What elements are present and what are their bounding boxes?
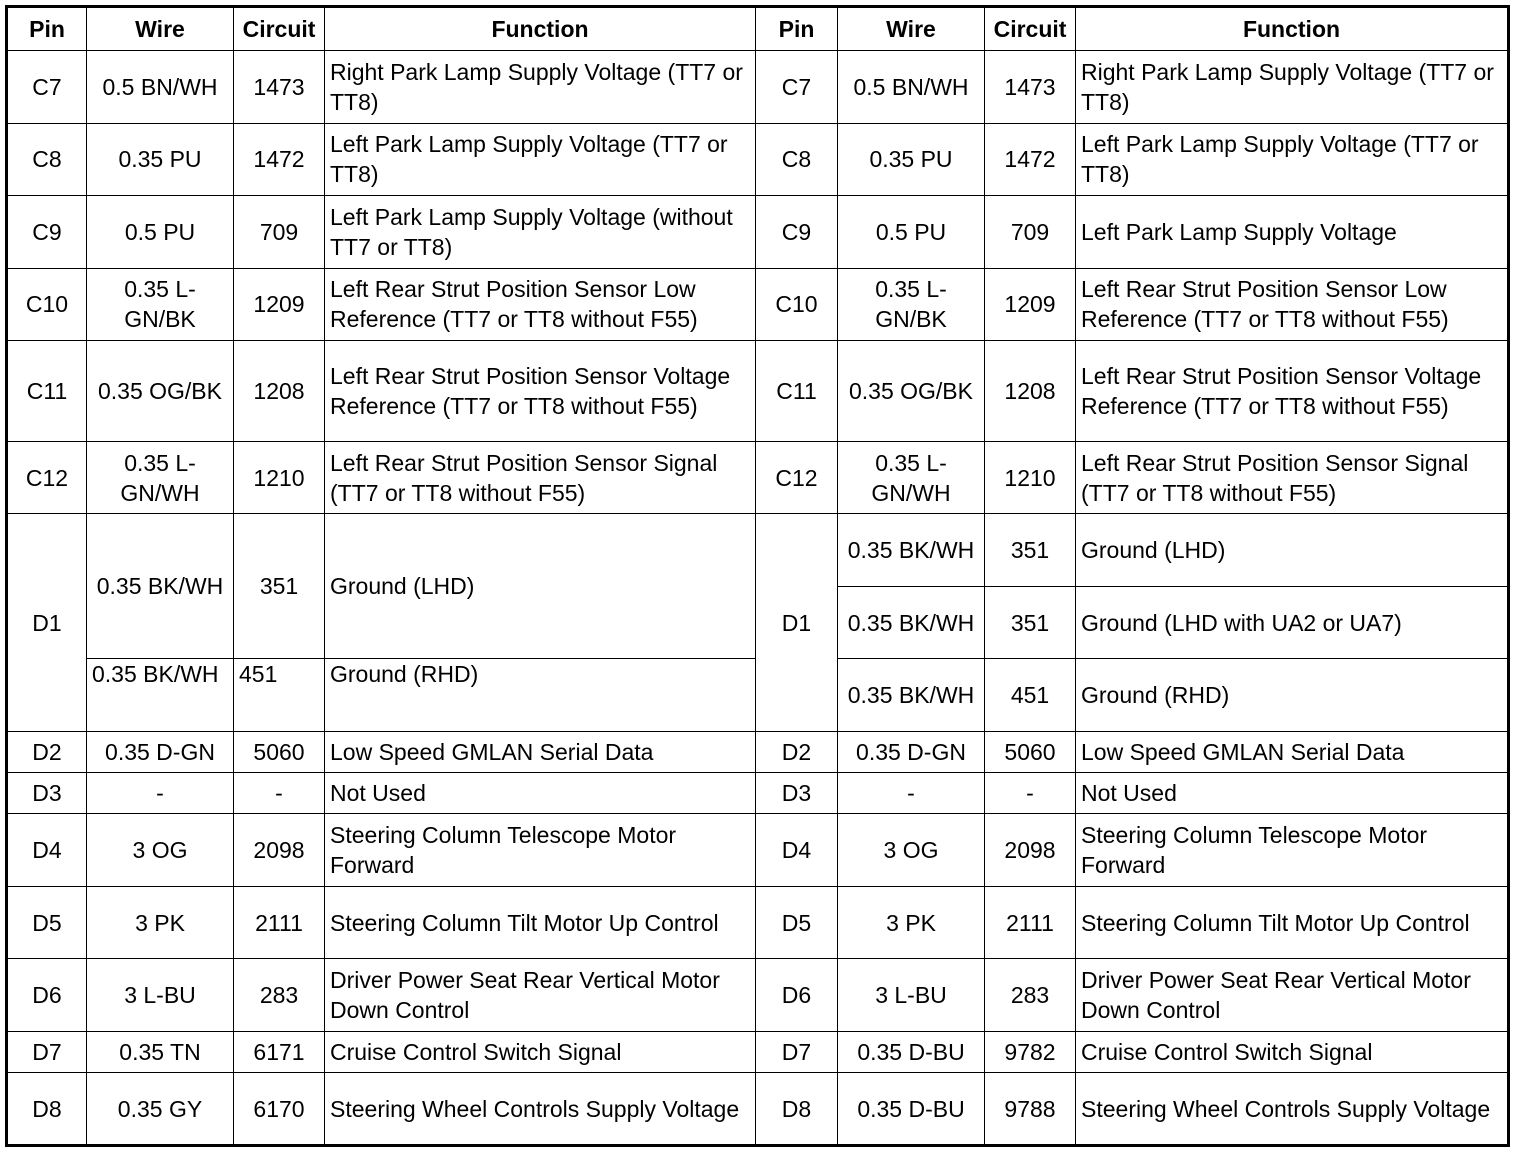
table-row-c11: [7, 341, 1509, 442]
circuit-cell: 2111: [234, 886, 325, 959]
circuit-cell: 5060: [234, 731, 325, 772]
wire-cell: 0.35 BK/WH: [87, 659, 234, 732]
function-cell: Cruise Control Switch Signal: [1076, 1032, 1509, 1073]
function-cell: Steering Column Telescope Motor Forward: [325, 814, 756, 887]
table-row-d4: [7, 814, 1509, 887]
table-row-d6: [7, 959, 1509, 1032]
function-cell: Steering Column Tilt Motor Up Control: [1076, 886, 1509, 959]
function-cell: Left Rear Strut Position Sensor Voltage Reference (TT7 or TT8 without F55): [325, 341, 756, 442]
pin-table: [5, 5, 1510, 1147]
pin-cell: C11: [7, 341, 87, 442]
circuit-cell: 709: [234, 196, 325, 269]
pin-cell: D2: [7, 731, 87, 772]
wire-cell: -: [838, 773, 985, 814]
pin-cell: D4: [7, 814, 87, 887]
function-cell: Not Used: [325, 773, 756, 814]
pin-cell: C7: [7, 51, 87, 124]
pin-cell: D5: [756, 886, 838, 959]
pin-cell: D8: [756, 1073, 838, 1146]
table-row-c12: [7, 441, 1509, 514]
wire-cell: 0.5 BN/WH: [838, 51, 985, 124]
header-pin-left: Pin: [7, 7, 87, 51]
circuit-cell: 1472: [985, 123, 1076, 196]
function-cell: Cruise Control Switch Signal: [325, 1032, 756, 1073]
wire-cell: 3 L-BU: [87, 959, 234, 1032]
function-cell: Not Used: [1076, 773, 1509, 814]
function-cell: Ground (LHD with UA2 or UA7): [1076, 586, 1509, 659]
wire-cell: -: [87, 773, 234, 814]
circuit-cell: 351: [985, 514, 1076, 587]
pin-cell: C7: [756, 51, 838, 124]
wire-cell: 0.35 D-BU: [838, 1073, 985, 1146]
header-function-right: Function: [1076, 7, 1509, 51]
circuit-cell: 9788: [985, 1073, 1076, 1146]
circuit-cell: 1472: [234, 123, 325, 196]
pin-cell: D7: [756, 1032, 838, 1073]
table-row-c9: [7, 196, 1509, 269]
wire-cell: 3 OG: [838, 814, 985, 887]
circuit-cell: 351: [985, 586, 1076, 659]
wire-cell: 0.35 GY: [87, 1073, 234, 1146]
header-pin-right: Pin: [756, 7, 838, 51]
circuit-cell: 1473: [234, 51, 325, 124]
pin-cell: D3: [7, 773, 87, 814]
function-cell: Ground (RHD): [325, 659, 756, 732]
function-cell: Left Park Lamp Supply Voltage: [1076, 196, 1509, 269]
function-cell: Low Speed GMLAN Serial Data: [1076, 731, 1509, 772]
pin-cell: C9: [7, 196, 87, 269]
table-row-c8: [7, 123, 1509, 196]
circuit-cell: 5060: [985, 731, 1076, 772]
table-row-d3: [7, 773, 1509, 814]
circuit-cell: 283: [985, 959, 1076, 1032]
pin-cell: D8: [7, 1073, 87, 1146]
pin-cell: D4: [756, 814, 838, 887]
pin-cell: D3: [756, 773, 838, 814]
function-cell: Left Park Lamp Supply Voltage (TT7 or TT8): [1076, 123, 1509, 196]
function-cell: Left Rear Strut Position Sensor Voltage Reference (TT7 or TT8 without F55): [1076, 341, 1509, 442]
pin-cell: C10: [756, 268, 838, 341]
circuit-cell: 6171: [234, 1032, 325, 1073]
wire-cell: 0.35 PU: [838, 123, 985, 196]
header-function-left: Function: [325, 7, 756, 51]
table-row-d1-a: [7, 514, 1509, 587]
circuit-cell: 1209: [985, 268, 1076, 341]
wire-cell: 0.5 BN/WH: [87, 51, 234, 124]
wire-cell: 0.35 BK/WH: [87, 514, 234, 659]
wire-cell: 3 PK: [87, 886, 234, 959]
table-row-d8: [7, 1073, 1509, 1146]
function-cell: Steering Column Tilt Motor Up Control: [325, 886, 756, 959]
circuit-cell: 451: [234, 659, 325, 732]
function-cell: Ground (RHD): [1076, 659, 1509, 732]
function-cell: Left Rear Strut Position Sensor Signal (TT7 or TT8 without F55): [325, 441, 756, 514]
circuit-cell: 2098: [234, 814, 325, 887]
circuit-cell: 1473: [985, 51, 1076, 124]
circuit-cell: 283: [234, 959, 325, 1032]
pin-cell: C8: [756, 123, 838, 196]
function-cell: Left Rear Strut Position Sensor Low Reference (TT7 or TT8 without F55): [1076, 268, 1509, 341]
wire-cell: 0.35 BK/WH: [838, 586, 985, 659]
pin-cell: C9: [756, 196, 838, 269]
header-circuit-left: Circuit: [234, 7, 325, 51]
function-cell: Ground (LHD): [1076, 514, 1509, 587]
pin-cell: D1: [756, 514, 838, 732]
wire-cell: 0.35 BK/WH: [838, 514, 985, 587]
wire-cell: 3 PK: [838, 886, 985, 959]
wire-cell: 0.35 OG/BK: [838, 341, 985, 442]
pin-cell: D7: [7, 1032, 87, 1073]
function-cell: Left Rear Strut Position Sensor Signal (TT7 or TT8 without F55): [1076, 441, 1509, 514]
table-row-c10: [7, 268, 1509, 341]
header-row: [7, 7, 1509, 51]
circuit-cell: 1209: [234, 268, 325, 341]
wire-cell: 0.35 D-GN: [87, 731, 234, 772]
wire-cell: 0.35 TN: [87, 1032, 234, 1073]
pin-cell: C11: [756, 341, 838, 442]
wire-cell: 0.35 L-GN/BK: [87, 268, 234, 341]
function-cell: Right Park Lamp Supply Voltage (TT7 or TT8): [325, 51, 756, 124]
circuit-cell: 1210: [234, 441, 325, 514]
wire-cell: 0.35 BK/WH: [838, 659, 985, 732]
circuit-cell: 1208: [234, 341, 325, 442]
wire-cell: 0.35 OG/BK: [87, 341, 234, 442]
circuit-cell: 1208: [985, 341, 1076, 442]
wire-cell: 0.5 PU: [838, 196, 985, 269]
wire-cell: 0.35 L-GN/BK: [838, 268, 985, 341]
circuit-cell: 351: [234, 514, 325, 659]
header-wire-left: Wire: [87, 7, 234, 51]
pin-cell: C10: [7, 268, 87, 341]
circuit-cell: 2111: [985, 886, 1076, 959]
table-row-d5: [7, 886, 1509, 959]
pin-cell: C12: [756, 441, 838, 514]
pin-cell: C8: [7, 123, 87, 196]
table-row-c7: [7, 51, 1509, 124]
wire-cell: 3 L-BU: [838, 959, 985, 1032]
function-cell: Steering Wheel Controls Supply Voltage: [1076, 1073, 1509, 1146]
wire-cell: 0.35 PU: [87, 123, 234, 196]
pin-cell: D6: [756, 959, 838, 1032]
circuit-cell: 1210: [985, 441, 1076, 514]
function-cell: Steering Column Telescope Motor Forward: [1076, 814, 1509, 887]
circuit-cell: 9782: [985, 1032, 1076, 1073]
function-cell: Left Park Lamp Supply Voltage (without TT7 or TT8): [325, 196, 756, 269]
header-wire-right: Wire: [838, 7, 985, 51]
pin-cell: D6: [7, 959, 87, 1032]
circuit-cell: 6170: [234, 1073, 325, 1146]
function-cell: Ground (LHD): [325, 514, 756, 659]
function-cell: Right Park Lamp Supply Voltage (TT7 or TT8): [1076, 51, 1509, 124]
function-cell: Left Rear Strut Position Sensor Low Reference (TT7 or TT8 without F55): [325, 268, 756, 341]
function-cell: Low Speed GMLAN Serial Data: [325, 731, 756, 772]
header-circuit-right: Circuit: [985, 7, 1076, 51]
function-cell: Steering Wheel Controls Supply Voltage: [325, 1073, 756, 1146]
pin-cell: D5: [7, 886, 87, 959]
circuit-cell: -: [234, 773, 325, 814]
wire-cell: 0.35 L-GN/WH: [838, 441, 985, 514]
pin-cell: C12: [7, 441, 87, 514]
wire-cell: 0.5 PU: [87, 196, 234, 269]
table-row-d2: [7, 731, 1509, 772]
function-cell: Driver Power Seat Rear Vertical Motor Down Control: [1076, 959, 1509, 1032]
circuit-cell: 709: [985, 196, 1076, 269]
wire-cell: 0.35 L-GN/WH: [87, 441, 234, 514]
wire-cell: 3 OG: [87, 814, 234, 887]
circuit-cell: -: [985, 773, 1076, 814]
table-row-d7: [7, 1032, 1509, 1073]
pin-cell: D2: [756, 731, 838, 772]
circuit-cell: 451: [985, 659, 1076, 732]
function-cell: Driver Power Seat Rear Vertical Motor Down Control: [325, 959, 756, 1032]
function-cell: Left Park Lamp Supply Voltage (TT7 or TT8): [325, 123, 756, 196]
wire-cell: 0.35 D-GN: [838, 731, 985, 772]
circuit-cell: 2098: [985, 814, 1076, 887]
wire-cell: 0.35 D-BU: [838, 1032, 985, 1073]
pin-cell: D1: [7, 514, 87, 732]
